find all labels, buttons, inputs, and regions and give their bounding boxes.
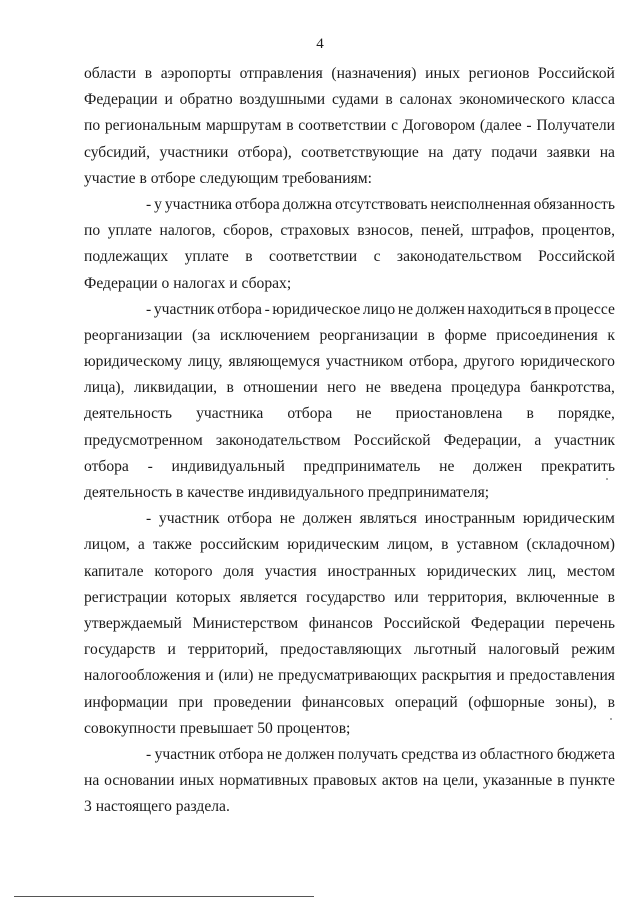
word: налоговый bbox=[488, 641, 560, 659]
word: перечень bbox=[555, 614, 615, 632]
word: участник bbox=[158, 510, 220, 528]
word: региональным bbox=[104, 117, 202, 135]
word: должна bbox=[282, 195, 333, 213]
word: зоны), bbox=[555, 693, 598, 711]
text-line bbox=[84, 585, 615, 611]
word: процессе bbox=[554, 300, 615, 318]
word: аэропорты bbox=[160, 65, 231, 82]
word: включенные bbox=[515, 588, 599, 606]
word: штрафов, bbox=[471, 222, 535, 240]
word: Получатели bbox=[536, 117, 615, 135]
word: областного bbox=[479, 745, 554, 763]
text-line bbox=[84, 375, 615, 401]
word: в bbox=[526, 405, 534, 423]
text-line: 3 настоящего раздела. bbox=[84, 798, 230, 816]
word: (далее bbox=[479, 117, 522, 135]
word: предприниматель bbox=[303, 457, 421, 475]
word: при bbox=[178, 693, 203, 711]
word: иностранным bbox=[424, 510, 516, 528]
word: бюджета bbox=[556, 745, 615, 763]
word: отбора bbox=[218, 745, 264, 763]
text-line bbox=[84, 297, 615, 323]
word: российским bbox=[199, 536, 280, 554]
word: (складочном) bbox=[526, 536, 615, 554]
word: по bbox=[84, 222, 101, 240]
scan-speck bbox=[610, 718, 612, 720]
scan-speck bbox=[606, 478, 608, 480]
word: в bbox=[245, 248, 253, 266]
word: реорганизации bbox=[319, 326, 418, 344]
word: у bbox=[154, 195, 162, 213]
word: отбора bbox=[227, 510, 273, 528]
word: введена bbox=[390, 379, 442, 397]
text-line bbox=[84, 140, 615, 166]
word: судами bbox=[331, 91, 379, 109]
word: юридическим bbox=[287, 536, 380, 554]
word: лицо bbox=[362, 300, 396, 318]
word: капитале bbox=[84, 562, 144, 580]
word: а bbox=[534, 431, 542, 449]
word: и bbox=[205, 667, 214, 685]
word: регистрации bbox=[84, 588, 168, 606]
word: или bbox=[394, 588, 419, 606]
word: уплате bbox=[184, 248, 229, 266]
word: Договором bbox=[402, 117, 476, 135]
word: реорганизации bbox=[84, 326, 183, 344]
word: финансов bbox=[308, 614, 373, 632]
word: страховых bbox=[280, 222, 350, 240]
word: законодательством bbox=[396, 248, 522, 266]
word: лиц, bbox=[527, 562, 556, 580]
word: на bbox=[422, 772, 439, 790]
word: - bbox=[526, 117, 532, 135]
word: заявки bbox=[546, 143, 591, 161]
word: (офшорные bbox=[468, 693, 545, 711]
text-line bbox=[84, 663, 615, 689]
word: салонах bbox=[399, 91, 453, 109]
text-line: участие в отборе следующим требованиям: bbox=[84, 169, 372, 187]
word: проведении bbox=[213, 693, 292, 711]
word: не bbox=[365, 379, 381, 397]
word: уплате bbox=[107, 222, 152, 240]
text-line bbox=[84, 559, 615, 585]
word: в bbox=[557, 772, 565, 790]
text-line bbox=[84, 742, 615, 768]
word: также bbox=[152, 536, 192, 554]
word: - bbox=[146, 300, 152, 318]
word: информации bbox=[84, 693, 168, 711]
word: которых bbox=[176, 588, 231, 606]
word: налогов, bbox=[159, 222, 216, 240]
text-line bbox=[84, 87, 615, 113]
word: области bbox=[84, 65, 137, 82]
word: участника bbox=[196, 405, 264, 423]
word: регионов bbox=[468, 65, 530, 82]
word: юридическому bbox=[84, 353, 183, 371]
word: участник bbox=[153, 300, 215, 318]
text-line bbox=[84, 244, 615, 270]
word: являющемуся bbox=[228, 353, 321, 371]
word: подлежащих bbox=[84, 248, 169, 266]
word: средства bbox=[401, 745, 459, 763]
text-line bbox=[84, 637, 615, 663]
word: иных bbox=[425, 65, 461, 82]
word: финансовых bbox=[301, 693, 385, 711]
word: отсутствовать bbox=[335, 195, 428, 213]
word: государств bbox=[84, 641, 156, 659]
word: в bbox=[607, 588, 615, 606]
word: территория, bbox=[427, 588, 508, 606]
word: участник bbox=[154, 745, 216, 763]
word: - bbox=[146, 195, 152, 213]
word: другого bbox=[463, 353, 515, 371]
word: пеней, bbox=[420, 222, 464, 240]
word: правовых bbox=[313, 772, 377, 790]
word: законодательством bbox=[215, 431, 341, 449]
word: подачи bbox=[491, 143, 538, 161]
word: ликвидации, bbox=[133, 379, 218, 397]
word: Министерством bbox=[192, 614, 299, 632]
word: обратно bbox=[179, 91, 233, 109]
word: с bbox=[373, 248, 381, 266]
text-line bbox=[84, 349, 615, 375]
word: являться bbox=[359, 510, 417, 528]
word: основании bbox=[104, 772, 175, 790]
text-line bbox=[84, 454, 615, 480]
word: дату bbox=[452, 143, 482, 161]
word: Федерации bbox=[470, 614, 545, 632]
word: лица), bbox=[84, 379, 125, 397]
text-line bbox=[84, 768, 615, 794]
word: доля bbox=[223, 562, 254, 580]
word: него bbox=[327, 379, 357, 397]
word: маршрутам bbox=[205, 117, 282, 135]
word: к bbox=[607, 326, 615, 344]
text-line bbox=[84, 506, 615, 532]
word: участник bbox=[554, 431, 615, 449]
word: юридическим bbox=[522, 510, 615, 528]
word: цели, bbox=[442, 772, 479, 790]
word: в bbox=[144, 65, 153, 82]
word: которого bbox=[154, 562, 213, 580]
word: указанные bbox=[483, 772, 553, 790]
word: (назначения) bbox=[331, 65, 417, 82]
word: прекратить bbox=[540, 457, 615, 475]
word: территорий, bbox=[187, 641, 269, 659]
text-line bbox=[84, 428, 615, 454]
word: неисполненная bbox=[430, 195, 531, 213]
text-line bbox=[84, 218, 615, 244]
word: Российской bbox=[383, 614, 461, 632]
word: класса bbox=[571, 91, 615, 109]
word: является bbox=[239, 588, 298, 606]
word: юридического bbox=[520, 353, 615, 371]
word: участником bbox=[325, 353, 404, 371]
word: юридическое bbox=[272, 300, 361, 318]
word: предусматривающих bbox=[278, 667, 417, 685]
word: не bbox=[258, 667, 274, 685]
word: в bbox=[441, 536, 449, 554]
document-body bbox=[84, 61, 615, 820]
word: утверждаемый bbox=[84, 614, 182, 632]
word: соответствующие bbox=[301, 143, 419, 161]
word: получать bbox=[338, 745, 398, 763]
text-line bbox=[84, 323, 615, 349]
word: на bbox=[428, 143, 444, 161]
word: лицом, bbox=[387, 536, 434, 554]
word: банкротства, bbox=[530, 379, 615, 397]
word: присоединения bbox=[496, 326, 598, 344]
word: на bbox=[599, 143, 615, 161]
word: исключением bbox=[219, 326, 310, 344]
word: льготный bbox=[413, 641, 477, 659]
word: в bbox=[427, 326, 435, 344]
word: уставном bbox=[456, 536, 519, 554]
text-line: Федерации о налогах и сборах; bbox=[84, 274, 292, 292]
text-line bbox=[84, 611, 615, 637]
word: отправления bbox=[239, 65, 323, 82]
word: процедура bbox=[451, 379, 521, 397]
word: должен bbox=[415, 300, 465, 318]
word: Российской bbox=[538, 248, 615, 266]
text-line bbox=[84, 532, 615, 558]
word: по bbox=[84, 117, 101, 135]
word: отбора bbox=[234, 195, 280, 213]
word: участники bbox=[159, 143, 229, 161]
word: форме bbox=[444, 326, 487, 344]
word: лицу, bbox=[187, 353, 223, 371]
word: находиться bbox=[467, 300, 542, 318]
word: должен bbox=[473, 457, 523, 475]
word: воздушными bbox=[239, 91, 326, 109]
word: налогообложения bbox=[84, 667, 201, 685]
word: и bbox=[164, 91, 173, 109]
word: (за bbox=[192, 326, 211, 344]
word: Федерации bbox=[84, 91, 158, 109]
word: не bbox=[397, 300, 414, 318]
word: в bbox=[385, 91, 393, 109]
word: в bbox=[544, 300, 552, 318]
word: (или) bbox=[218, 667, 254, 685]
word: отбора bbox=[217, 300, 262, 318]
word: сборов, bbox=[223, 222, 273, 240]
word: и bbox=[496, 667, 505, 685]
word: в bbox=[286, 117, 294, 135]
text-line: деятельность в качестве индивидуального предпринимателя; bbox=[84, 484, 490, 501]
word: Российской bbox=[353, 431, 431, 449]
word: отбора, bbox=[408, 353, 458, 371]
footer-rule bbox=[14, 896, 314, 897]
word: предусмотренном bbox=[84, 431, 203, 449]
word: соответствии bbox=[298, 117, 387, 135]
word: участника bbox=[164, 195, 233, 213]
word: Федерации, bbox=[443, 431, 522, 449]
word: пункте bbox=[569, 772, 615, 790]
word: - bbox=[146, 510, 152, 528]
word: процентов, bbox=[541, 222, 615, 240]
word: соответствии bbox=[269, 248, 358, 266]
word: с bbox=[391, 117, 399, 135]
word: - bbox=[147, 457, 153, 475]
word: не bbox=[356, 405, 372, 423]
word: отбора), bbox=[237, 143, 292, 161]
word: не bbox=[279, 510, 296, 528]
word: порядке, bbox=[557, 405, 615, 423]
word: предоставления bbox=[509, 667, 615, 685]
word: отбора bbox=[287, 405, 333, 423]
word: а bbox=[137, 536, 145, 554]
word: не bbox=[266, 745, 283, 763]
word: субсидий, bbox=[84, 143, 151, 161]
word: государство bbox=[306, 588, 386, 606]
word: участия bbox=[264, 562, 317, 580]
word: приостановлена bbox=[395, 405, 503, 423]
text-line bbox=[84, 192, 615, 218]
word: обязанность bbox=[533, 195, 615, 213]
word: - bbox=[264, 300, 270, 318]
word: в bbox=[607, 693, 615, 711]
word: местом bbox=[566, 562, 615, 580]
word: на bbox=[84, 772, 100, 790]
word: режим bbox=[571, 641, 615, 659]
word: в bbox=[226, 379, 234, 397]
word: актов bbox=[381, 772, 418, 790]
word: взносов, bbox=[357, 222, 414, 240]
word: иностранных bbox=[327, 562, 416, 580]
text-line bbox=[84, 113, 615, 139]
word: раскрытия bbox=[421, 667, 492, 685]
text-line bbox=[84, 61, 615, 87]
text-line: совокупности превышает 50 процентов; bbox=[84, 719, 351, 737]
text-line bbox=[84, 401, 615, 427]
page-number: 4 bbox=[316, 36, 324, 52]
word: и bbox=[167, 641, 176, 659]
word: нормативных bbox=[219, 772, 309, 790]
word: юридических bbox=[426, 562, 517, 580]
text-line bbox=[84, 690, 615, 716]
word: - bbox=[146, 745, 152, 763]
word: предоставляющих bbox=[280, 641, 402, 659]
word: индивидуальный bbox=[171, 457, 285, 475]
word: операций bbox=[394, 693, 458, 711]
word: деятельность bbox=[84, 405, 173, 423]
word: отбора bbox=[84, 457, 129, 475]
word: из bbox=[461, 745, 477, 763]
word: отношении bbox=[243, 379, 318, 397]
word: Российской bbox=[538, 65, 615, 82]
word: должен bbox=[302, 510, 352, 528]
word: лицом, bbox=[84, 536, 130, 554]
word: не bbox=[439, 457, 455, 475]
word: должен bbox=[285, 745, 335, 763]
word: иных bbox=[179, 772, 215, 790]
word: экономического bbox=[459, 91, 565, 109]
